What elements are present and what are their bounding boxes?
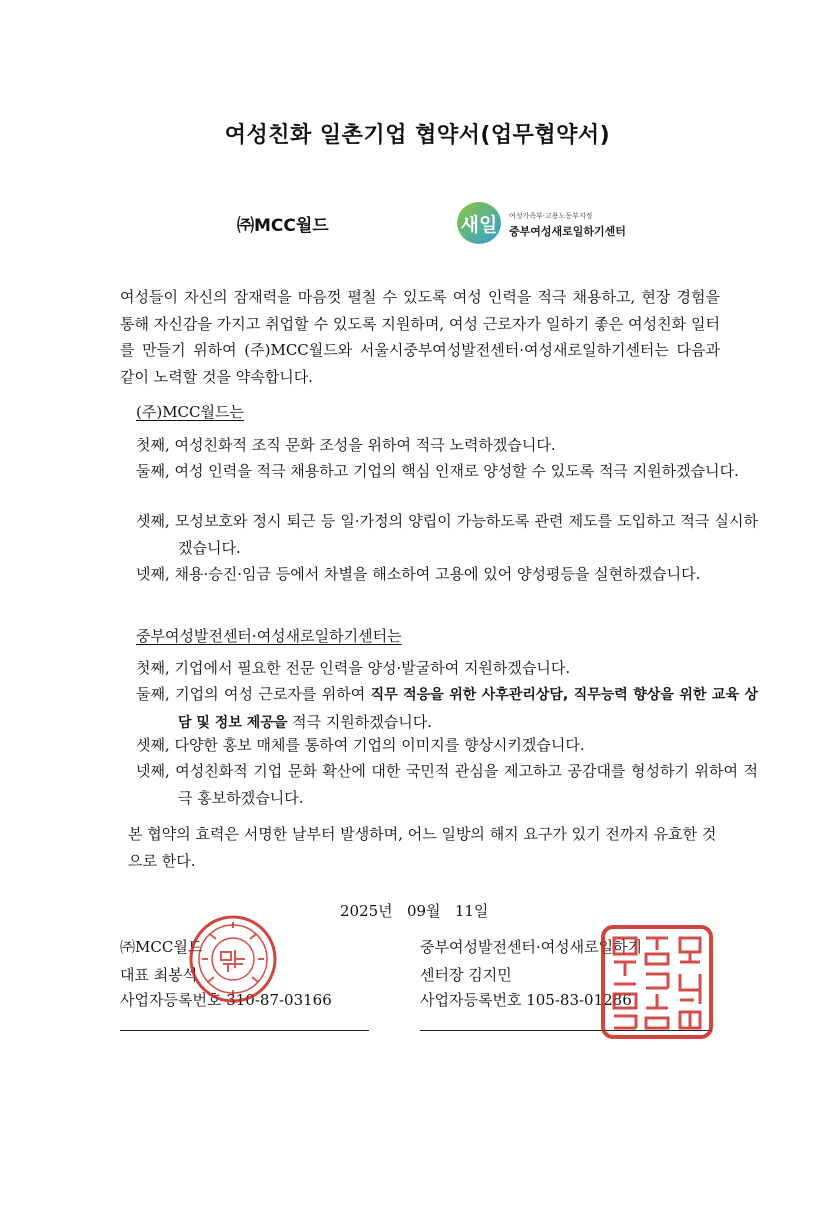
intro-paragraph: 여성들이 자신의 잠재력을 마음껏 펼칠 수 있도록 여성 인력을 적극 채용하고, 현장 경험을 통해 자신감을 가지고 취업할 수 있도록 지원하며, 여성 근로자가 일하기 좋은 여성친화 일터를 만들기 위하여 (주)MCC월드와 서울시중부여성발전센터·여성새로일하기센터는 다음과 같이 노력할 것을 약속합니다.: [120, 288, 720, 386]
right-sign-organization: 중부여성발전센터·여성새로일하기: [420, 938, 643, 956]
center-item-4: 넷째, 여성친화적 기업 문화 확산에 대한 국민적 관심을 제고하고 공감대를 형성하기 위하여 적극 홍보하겠습니다.: [136, 762, 758, 807]
center-item-2-bold: 직무 적응을 위한 사후관리상담, 직무능력 향상을 위한 교육 상담 및 정보 제공을: [178, 687, 758, 731]
center-section-heading: 중부여성발전센터·여성새로일하기센터는: [136, 627, 402, 645]
company-logo: ㈜MCC월드: [237, 216, 329, 236]
right-sign-registration: 사업자등록번호 105-83-01286: [420, 991, 632, 1009]
saeil-logo-icon: [455, 200, 503, 246]
left-signature-rule: [120, 1030, 369, 1031]
agreement-date: 2025년 09월 11일: [340, 902, 489, 920]
center-logo-subtitle: 여성가족부·고용노동부지정: [509, 212, 593, 220]
center-item-2-pre: 둘째, 기업의 여성 근로자를 위하여: [136, 685, 371, 703]
center-item-1: 첫째, 기업에서 필요한 전문 인력을 양성·발굴하여 지원하겠습니다.: [136, 659, 571, 677]
company-seal-icon: [188, 914, 278, 1004]
center-logo: [455, 200, 655, 246]
logo-mark-text: 새일: [460, 214, 498, 236]
company-item-1: 첫째, 여성친화적 조직 문화 조성을 위하여 적극 노력하겠습니다.: [136, 436, 556, 454]
organization-seal-icon: [600, 924, 714, 1040]
center-item-3: 셋째, 다양한 홍보 매체를 통하여 기업의 이미지를 향상시키겠습니다.: [136, 736, 585, 754]
closing-paragraph: 본 협약의 효력은 서명한 날부터 발생하며, 어느 일방의 해지 요구가 있기 전까지 유효한 것으로 한다.: [128, 825, 717, 870]
center-item-2-post: 적극 지원하겠습니다.: [287, 712, 433, 731]
company-item-4: 넷째, 채용·승진·임금 등에서 차별을 해소하여 고용에 있어 양성평등을 실현하겠습니다.: [136, 565, 701, 583]
company-section-heading: (주)MCC월드는: [136, 403, 244, 421]
left-sign-registration: 사업자등록번호 310-87-03166: [120, 991, 332, 1009]
left-sign-company: ㈜MCC월드: [120, 938, 203, 956]
left-sign-representative: 대표 최봉석: [120, 966, 198, 984]
center-item-2: [136, 681, 758, 736]
company-item-3: 셋째, 모성보호와 정시 퇴근 등 일·가정의 양립이 가능하도록 관련 제도를 도입하고 적극 실시하겠습니다.: [136, 512, 758, 557]
document-title: 여성친화 일촌기업 협약서(업무협약서): [224, 123, 611, 148]
center-logo-name: 중부여성새로일하기센터: [509, 225, 626, 238]
right-sign-director: 센터장 김지민: [420, 966, 512, 984]
company-item-2: 둘째, 여성 인력을 적극 채용하고 기업의 핵심 인재로 양성할 수 있도록 적극 지원하겠습니다.: [136, 462, 739, 480]
